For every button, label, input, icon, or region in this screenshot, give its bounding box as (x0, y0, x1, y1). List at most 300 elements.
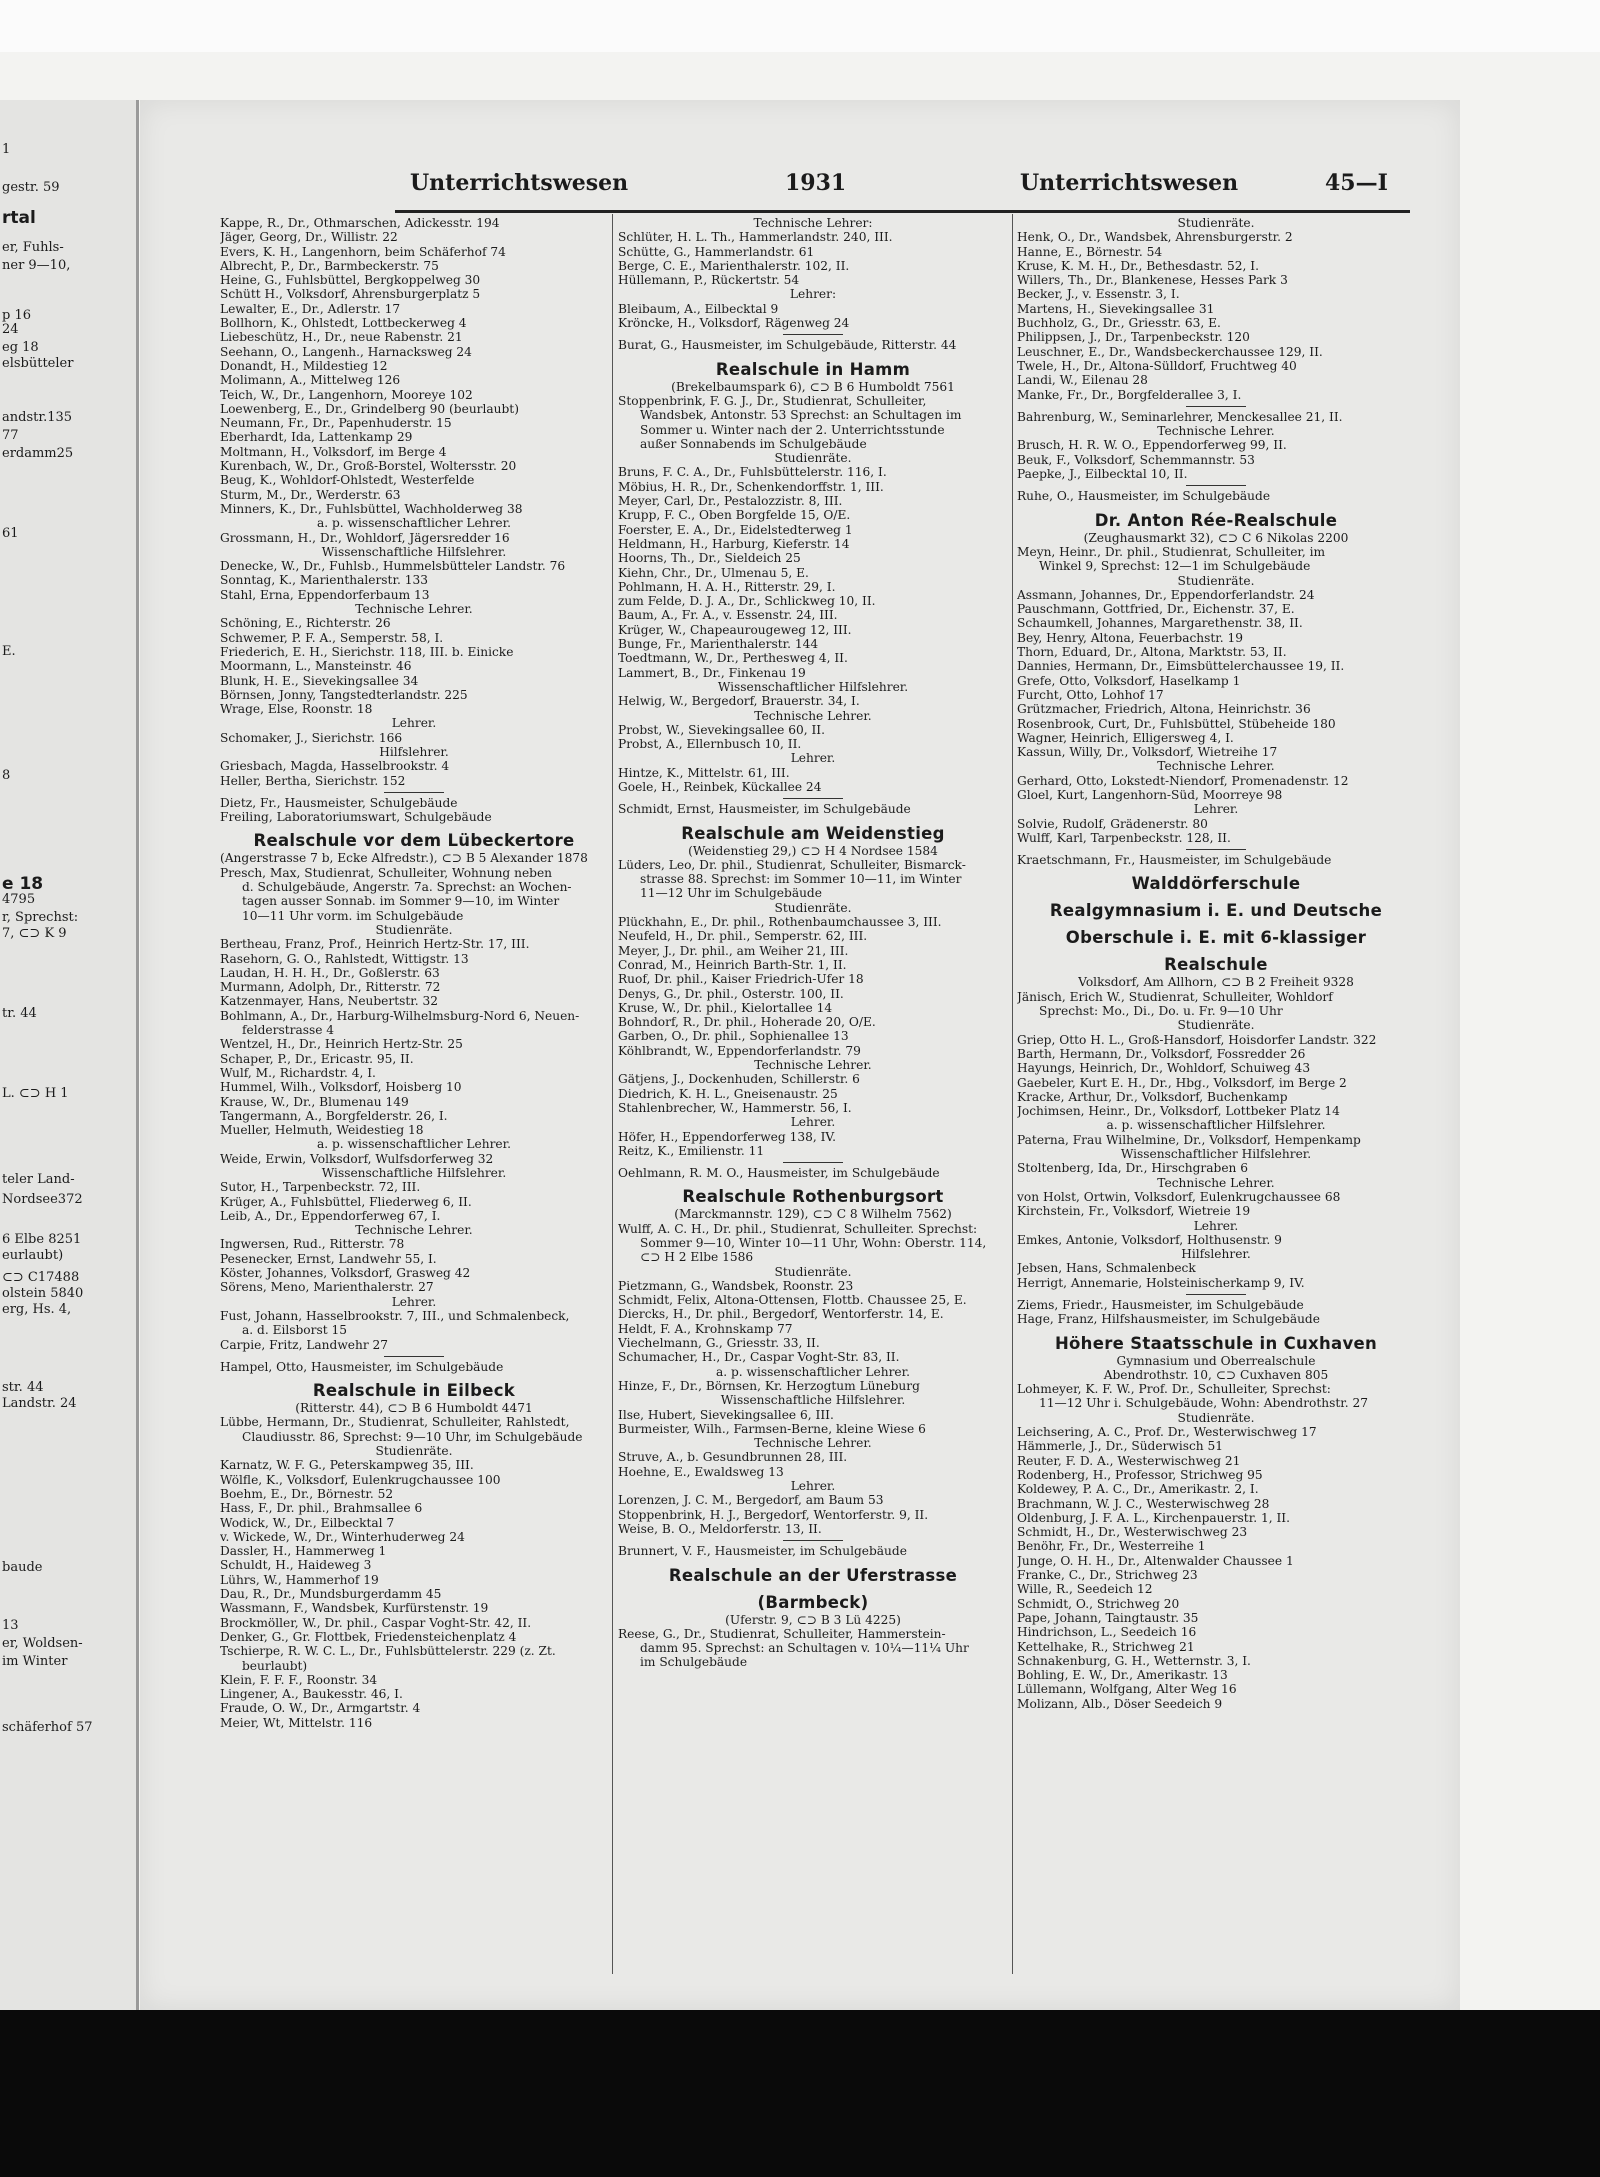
directory-entry: Tangermann, A., Borgfelderstr. 26, I. (220, 1108, 448, 1123)
section-label: a. p. wissenschaftlicher Lehrer. (316, 1137, 511, 1152)
entry-continuation: d. Schulgebäude, Angerstr. 7a. Sprechst: an Wochen- (242, 880, 572, 895)
directory-entry: Sutor, H., Tarpenbeckstr. 72, III. (220, 1180, 421, 1195)
adjacent-page-text: L. ⊂⊃ H 1 (2, 1086, 69, 1101)
section-label: (Weidenstieg 29,) ⊂⊃ H 4 Nordsee 1584 (688, 843, 938, 858)
directory-entry: Carpie, Fritz, Landwehr 27 (220, 1337, 389, 1352)
directory-entry: Bohndorf, R., Dr. phil., Hoherade 20, O/E. (618, 1015, 876, 1030)
directory-entry: Heller, Bertha, Sierichstr. 152 (220, 773, 406, 788)
adjacent-page-text: p 16 (2, 308, 31, 323)
directory-entry: Grossmann, H., Dr., Wohldorf, Jägersredder 16 (220, 530, 510, 545)
directory-entry: Benöhr, Fr., Dr., Westerreihe 1 (1017, 1539, 1206, 1554)
school-heading: Realschule in Eilbeck (312, 1381, 516, 1401)
directory-entry: Lingener, A., Baukesstr. 46, I. (220, 1687, 403, 1702)
entry-continuation: außer Sonnabends im Schulgebäude (640, 436, 867, 451)
directory-entry: Schaper, P., Dr., Ericastr. 95, II. (220, 1051, 414, 1066)
directory-entry: Dassler, H., Hammerweg 1 (220, 1544, 387, 1559)
directory-entry: Stoltenberg, Ida, Dr., Hirschgraben 6 (1017, 1161, 1249, 1176)
directory-entry: Hass, F., Dr. phil., Brahmsallee 6 (220, 1501, 423, 1516)
adjacent-page-text: andstr.135 (2, 410, 73, 425)
directory-entry: Boehm, E., Dr., Börnestr. 52 (220, 1486, 394, 1501)
section-label: Lehrer. (391, 716, 437, 731)
adjacent-page-text: er, Fuhls- (2, 240, 64, 255)
directory-entry: Molimann, A., Mittelweg 126 (220, 373, 401, 388)
directory-entry: Wille, R., Seedeich 12 (1017, 1582, 1153, 1597)
section-label: a. p. wissenschaftlicher Lehrer. (316, 516, 511, 531)
directory-entry: Jochimsen, Heinr., Dr., Volksdorf, Lottbeker Platz 14 (1017, 1104, 1340, 1119)
directory-entry: Pesenecker, Ernst, Landwehr 55, I. (220, 1251, 437, 1266)
adjacent-page-text: 4795 (2, 892, 36, 907)
directory-entry: Wulff, A. C. H., Dr. phil., Studienrat, Schulleiter. Sprechst: (618, 1221, 978, 1236)
directory-entry: Gätjens, J., Dockenhuden, Schillerstr. 6 (618, 1072, 860, 1087)
directory-entry: Hampel, Otto, Hausmeister, im Schulgebäude (220, 1359, 504, 1374)
directory-entry: Leuschner, E., Dr., Wandsbeckerchaussee 129, II. (1017, 344, 1323, 359)
directory-entry: Meier, Wt, Mittelstr. 116 (220, 1715, 373, 1730)
column-2 (618, 216, 1008, 1670)
directory-entry: zum Felde, D. J. A., Dr., Schlickweg 10, II. (618, 594, 876, 609)
directory-entry: Klein, F. F. F., Roonstr. 34 (220, 1672, 378, 1687)
directory-entry: Oldenburg, J. F. A. L., Kirchenpauerstr. 1, II. (1017, 1510, 1290, 1525)
directory-entry: Pauschmann, Gottfried, Dr., Eichenstr. 37, E. (1017, 602, 1295, 617)
section-label: Technische Lehrer. (1157, 1175, 1275, 1190)
directory-entry: Wulff, Karl, Tarpenbeckstr. 128, II. (1017, 830, 1231, 845)
directory-entry: Probst, W., Sievekingsallee 60, II. (618, 722, 825, 737)
directory-entry: Franke, C., Dr., Strichweg 23 (1017, 1568, 1198, 1583)
section-label: Abendrothstr. 10, ⊂⊃ Cuxhaven 805 (1103, 1367, 1329, 1382)
header-right-title: Unterrichtswesen (1020, 170, 1239, 196)
directory-entry: Bertheau, Franz, Prof., Heinrich Hertz-Str. 17, III. (220, 937, 530, 952)
directory-entry: Kurenbach, W., Dr., Groß-Borstel, Woltersstr. 20 (220, 459, 517, 474)
directory-entry: Junge, O. H. H., Dr., Altenwalder Chaussee 1 (1017, 1553, 1294, 1568)
directory-entry: Bunge, Fr., Marienthalerstr. 144 (618, 637, 819, 652)
adjacent-page-text: str. 44 (2, 1380, 44, 1395)
header-year: 1931 (785, 170, 847, 196)
directory-entry: Stoppenbrink, F. G. J., Dr., Studienrat, Schulleiter, (618, 393, 927, 408)
directory-entry: Thorn, Eduard, Dr., Altona, Marktstr. 53, II. (1017, 645, 1287, 660)
entry-continuation: Sprechst: Mo., Di., Do. u. Fr. 9—10 Uhr (1039, 1004, 1283, 1019)
section-label: Wissenschaftlicher Hilfslehrer. (717, 679, 909, 694)
directory-entry: Twele, H., Dr., Altona-Sülldorf, Fruchtweg 40 (1017, 358, 1297, 373)
header-rule (395, 210, 1410, 213)
section-separator (1186, 1294, 1246, 1295)
directory-entry: Helwig, W., Bergedorf, Brauerstr. 34, I. (618, 694, 860, 709)
directory-entry: Weide, Erwin, Volksdorf, Wulfsdorferweg 32 (220, 1151, 494, 1166)
directory-entry: Ziems, Friedr., Hausmeister, im Schulgebäude (1017, 1298, 1304, 1312)
directory-entry: Kröncke, H., Volksdorf, Rägenweg 24 (618, 316, 850, 331)
entry-continuation: strasse 88. Sprechst: im Sommer 10—11, im Winter (640, 872, 962, 887)
directory-entry: Wodick, W., Dr., Eilbecktal 7 (220, 1515, 395, 1530)
adjacent-page-text: schäferhof 57 (2, 1720, 93, 1735)
directory-entry: Lüders, Leo, Dr. phil., Studienrat, Schulleiter, Bismarck- (618, 857, 966, 872)
section-label: Lehrer. (391, 1294, 437, 1309)
directory-entry: Heldmann, H., Harburg, Kieferstr. 14 (618, 536, 850, 551)
directory-entry: Plückhahn, E., Dr. phil., Rothenbaumchaussee 3, III. (618, 915, 942, 930)
directory-entry: Krüger, A., Fuhlsbüttel, Fliederweg 6, II. (220, 1194, 472, 1209)
section-label: Hilfslehrer. (1181, 1247, 1251, 1262)
directory-entry: Freiling, Laboratoriumswart, Schulgebäude (220, 810, 492, 825)
directory-entry: Diercks, H., Dr. phil., Bergedorf, Wentorferstr. 14, E. (618, 1307, 944, 1322)
section-label: Lehrer. (790, 751, 836, 766)
directory-entry: Neufeld, H., Dr. phil., Semperstr. 62, III. (618, 929, 868, 944)
school-heading: Realschule am Weidenstieg (681, 823, 945, 843)
directory-entry: Schütte, G., Hammerlandstr. 61 (618, 244, 815, 259)
section-separator (1186, 406, 1246, 407)
directory-entry: Lammert, B., Dr., Finkenau 19 (618, 665, 806, 680)
directory-entry: Weise, B. O., Meldorferstr. 13, II. (618, 1521, 822, 1536)
directory-entry: Furcht, Otto, Lohhof 17 (1017, 687, 1164, 702)
directory-entry: Garben, O., Dr. phil., Sophienallee 13 (618, 1029, 849, 1044)
directory-entry: Brachmann, W. J. C., Westerwischweg 28 (1017, 1496, 1270, 1511)
directory-entry: Oehlmann, R. M. O., Hausmeister, im Schulgebäude (618, 1166, 940, 1181)
directory-entry: Liebeschütz, H., Dr., neue Rabenstr. 21 (220, 330, 463, 345)
directory-entry: Hindrichson, L., Seedeich 16 (1017, 1625, 1197, 1640)
section-label: Lehrer: (789, 287, 837, 302)
directory-entry: Krause, W., Dr., Blumenau 149 (220, 1094, 409, 1109)
directory-entry: Brusch, H. R. W. O., Eppendorferweg 99, II. (1017, 438, 1287, 453)
column-1 (220, 216, 608, 1730)
section-separator (783, 334, 843, 335)
directory-entry: Denker, G., Gr. Flottbek, Friedensteichenplatz 4 (220, 1629, 517, 1644)
directory-entry: Martens, H., Sievekingsallee 31 (1017, 301, 1215, 316)
directory-entry: Rosenbrook, Curt, Dr., Fuhlsbüttel, Stübeheide 180 (1017, 716, 1336, 731)
directory-entry: Murmann, Adolph, Dr., Ritterstr. 72 (220, 980, 441, 995)
section-separator (384, 1356, 444, 1357)
directory-entry: Schmidt, O., Strichweg 20 (1017, 1596, 1180, 1611)
entry-continuation: Wandsbek, Antonstr. 53 Sprechst: an Schultagen im (640, 408, 962, 423)
directory-entry: Viechelmann, G., Griesstr. 33, II. (618, 1336, 820, 1351)
directory-entry: Hämmerle, J., Dr., Süderwisch 51 (1017, 1439, 1224, 1454)
directory-entry: Brunnert, V. F., Hausmeister, im Schulgebäude (618, 1544, 907, 1559)
directory-entry: Denecke, W., Dr., Fuhlsb., Hummelsbütteler Landstr. 76 (220, 559, 566, 574)
directory-entry: Probst, A., Ellernbusch 10, II. (618, 737, 802, 752)
section-label: Wissenschaftliche Hilfslehrer. (321, 544, 507, 559)
directory-entry: Pohlmann, H. A. H., Ritterstr. 29, I. (618, 579, 836, 594)
directory-entry: Berge, C. E., Marienthalerstr. 102, II. (618, 258, 850, 273)
directory-entry: Koldewey, P. A. C., Dr., Amerikastr. 2, I. (1017, 1482, 1259, 1497)
adjacent-page-fragment (0, 100, 139, 2010)
school-heading: Höhere Staatsschule in Cuxhaven (1054, 1333, 1378, 1353)
entry-continuation: 11—12 Uhr i. Schulgebäude, Wohn: Abendrothstr. 27 (1039, 1396, 1368, 1411)
section-label: Technische Lehrer. (754, 1436, 872, 1451)
directory-entry: Lohmeyer, K. F. W., Prof. Dr., Schulleiter, Sprechst: (1017, 1382, 1331, 1397)
directory-entry: von Holst, Ortwin, Volksdorf, Eulenkrugchaussee 68 (1017, 1189, 1341, 1204)
section-label: Technische Lehrer. (754, 1058, 872, 1073)
directory-entry: Kirchstein, Fr., Volksdorf, Wietreie 19 (1017, 1204, 1251, 1219)
directory-entry: Toedtmann, W., Dr., Perthesweg 4, II. (618, 651, 848, 666)
page-header (395, 170, 1410, 210)
directory-entry: Hage, Franz, Hilfshausmeister, im Schulgebäude (1017, 1312, 1320, 1327)
adjacent-page-text: Landstr. 24 (2, 1396, 77, 1411)
section-label: Technische Lehrer. (1157, 759, 1275, 774)
directory-entry: Minners, K., Dr., Fuhlsbüttel, Wachholderweg 38 (220, 501, 523, 516)
directory-entry: Ingwersen, Rud., Ritterstr. 78 (220, 1237, 405, 1252)
adjacent-page-text: 13 (2, 1618, 19, 1633)
directory-entry: Jänisch, Erich W., Studienrat, Schulleiter, Wohldorf (1017, 989, 1333, 1004)
directory-entry: Höfer, H., Eppendorferweg 138, IV. (618, 1129, 836, 1144)
directory-entry: Dau, R., Dr., Mundsburgerdamm 45 (220, 1587, 442, 1602)
directory-entry: Fraude, O. W., Dr., Armgartstr. 4 (220, 1701, 421, 1716)
adjacent-page-text: gestr. 59 (2, 180, 60, 195)
directory-entry: Eberhardt, Ida, Lattenkamp 29 (220, 430, 413, 445)
adjacent-page-text: rtal (2, 208, 36, 228)
header-left-title: Unterrichtswesen (410, 170, 629, 196)
section-label: a. p. wissenschaftlicher Hilfslehrer. (1106, 1118, 1326, 1133)
directory-entry: Loewenberg, E., Dr., Grindelberg 90 (beurlaubt) (220, 401, 519, 416)
directory-entry: Krupp, F. C., Oben Borgfelde 15, O/E. (618, 508, 851, 523)
section-label: Lehrer. (1193, 802, 1239, 817)
adjacent-page-text: 8 (2, 768, 11, 783)
directory-entry: Hanne, E., Börnestr. 54 (1017, 244, 1163, 259)
directory-entry: Wulf, M., Richardstr. 4, I. (220, 1065, 376, 1080)
directory-entry: Burmeister, Wilh., Farmsen-Berne, kleine Wiese 6 (618, 1421, 926, 1436)
directory-entry: Hummel, Wilh., Volksdorf, Hoisberg 10 (220, 1080, 462, 1095)
directory-entry: Assmann, Johannes, Dr., Eppendorferlandstr. 24 (1017, 587, 1315, 602)
directory-entry: Stoppenbrink, H. J., Bergedorf, Wentorferstr. 9, II. (618, 1507, 929, 1522)
directory-entry: Sörens, Meno, Marienthalerstr. 27 (220, 1280, 434, 1295)
adjacent-page-text: baude (2, 1560, 43, 1575)
directory-entry: Gaebeler, Kurt E. H., Dr., Hbg., Volksdorf, im Berge 2 (1017, 1075, 1347, 1090)
directory-entry: Philippsen, J., Dr., Tarpenbeckstr. 120 (1017, 330, 1250, 345)
directory-entry: Brockmöller, W., Dr. phil., Caspar Voght-Str. 42, II. (220, 1615, 532, 1630)
directory-entry: Struve, A., b. Gesundbrunnen 28, III. (618, 1450, 848, 1465)
directory-entry: Hintze, K., Mittelstr. 61, III. (618, 765, 790, 780)
section-label: (Ritterstr. 44), ⊂⊃ B 6 Humboldt 4471 (295, 1401, 533, 1416)
entry-continuation: beurlaubt) (242, 1658, 308, 1673)
directory-entry: Schomaker, J., Sierichstr. 166 (220, 730, 403, 745)
directory-entry: Griep, Otto H. L., Groß-Hansdorf, Hoisdorfer Landstr. 322 (1017, 1032, 1377, 1047)
directory-entry: Schmidt, Ernst, Hausmeister, im Schulgebäude (618, 802, 911, 817)
section-separator (783, 1162, 843, 1163)
section-label: Studienräte. (1177, 1410, 1255, 1425)
directory-entry: Teich, W., Dr., Langenhorn, Mooreye 102 (220, 387, 473, 402)
directory-entry: Bollhorn, K., Ohlstedt, Lottbeckerweg 4 (220, 316, 467, 331)
directory-entry: Bey, Henry, Altona, Feuerbachstr. 19 (1017, 630, 1244, 645)
directory-entry: Wentzel, H., Dr., Heinrich Hertz-Str. 25 (220, 1037, 463, 1052)
section-label: Volksdorf, Am Allhorn, ⊂⊃ B 2 Freiheit 9328 (1078, 975, 1354, 990)
section-label: Studienräte. (774, 900, 852, 915)
section-label: Technische Lehrer: (753, 216, 873, 230)
directory-entry: Jäger, Georg, Dr., Willistr. 22 (220, 230, 398, 245)
adjacent-page-text: eurlaubt) (2, 1248, 64, 1263)
entry-continuation: Sommer 9—10, Winter 10—11 Uhr, Wohn: Oberstr. 114, (640, 1236, 987, 1250)
directory-entry: Laudan, H. H. H., Dr., Goßlerstr. 63 (220, 965, 440, 980)
directory-entry: Grützmacher, Friedrich, Altona, Heinrichstr. 36 (1017, 702, 1311, 717)
section-label: Lehrer. (1193, 1218, 1239, 1233)
directory-entry: Gerhard, Otto, Lokstedt-Niendorf, Promenadenstr. 12 (1017, 773, 1349, 788)
scan-background-bottom (0, 2010, 1600, 2177)
directory-entry: Pape, Johann, Taingtaustr. 35 (1017, 1610, 1199, 1625)
directory-entry: v. Wickede, W., Dr., Winterhuderweg 24 (220, 1529, 465, 1544)
entry-continuation: im Schulgebäude (640, 1655, 748, 1670)
directory-entry: Möbius, H. R., Dr., Schenkendorffstr. 1, III. (618, 479, 884, 494)
section-label: (Marckmannstr. 129), ⊂⊃ C 8 Wilhelm 7562) (674, 1207, 952, 1222)
adjacent-page-text: 24 (2, 322, 19, 337)
directory-entry: Bahrenburg, W., Seminarlehrer, Menckesallee 21, II. (1017, 409, 1343, 424)
section-label: Studienräte. (375, 922, 453, 937)
directory-entry: Barth, Hermann, Dr., Volksdorf, Fossredder 26 (1017, 1046, 1306, 1061)
directory-entry: Lewalter, E., Dr., Adlerstr. 17 (220, 301, 401, 316)
directory-entry: Meyer, Carl, Dr., Pestalozzistr. 8, III. (618, 494, 843, 509)
directory-entry: Pietzmann, G., Wandsbek, Roonstr. 23 (618, 1278, 854, 1293)
directory-entry: Wagner, Heinrich, Elligersweg 4, I. (1017, 730, 1234, 745)
directory-entry: Kappe, R., Dr., Othmarschen, Adickesstr. 194 (220, 216, 500, 230)
directory-entry: Schöning, E., Richterstr. 26 (220, 616, 391, 631)
directory-entry: Bohling, E. W., Dr., Amerikastr. 13 (1017, 1668, 1228, 1683)
directory-entry: Stahlenbrecher, W., Hammerstr. 56, I. (618, 1100, 852, 1115)
directory-entry: Herrigt, Annemarie, Holsteinischerkamp 9, IV. (1017, 1275, 1305, 1290)
section-label: Lehrer. (790, 1115, 836, 1130)
entry-continuation: ⊂⊃ H 2 Elbe 1586 (640, 1250, 754, 1265)
directory-entry: Rodenberg, H., Professor, Strichweg 95 (1017, 1467, 1263, 1482)
adjacent-page-text: im Winter (2, 1654, 68, 1669)
school-heading: (Barmbeck) (757, 1592, 869, 1612)
directory-entry: Denys, G., Dr. phil., Osterstr. 100, II. (618, 986, 844, 1001)
directory-entry: Beug, K., Wohldorf-Ohlstedt, Westerfelde (220, 473, 475, 488)
directory-entry: Sturm, M., Dr., Werderstr. 63 (220, 487, 401, 502)
section-separator (1186, 849, 1246, 850)
directory-entry: Schmidt, H., Dr., Westerwischweg 23 (1017, 1525, 1248, 1540)
directory-entry: Griesbach, Magda, Hasselbrookstr. 4 (220, 759, 450, 774)
section-label: Gymnasium und Oberrealschule (1116, 1353, 1316, 1368)
entry-continuation: damm 95. Sprechst: an Schultagen v. 10¼—11¼ Uhr (640, 1641, 969, 1656)
directory-entry: Lüllemann, Wolfgang, Alter Weg 16 (1017, 1682, 1237, 1697)
entry-continuation: tagen ausser Sonnab. im Sommer 9—10, im Winter (242, 894, 560, 909)
adjacent-page-text: E. (2, 644, 16, 659)
directory-entry: Schaumkell, Johannes, Margarethenstr. 38, II. (1017, 616, 1303, 631)
school-heading: Realschule vor dem Lübeckertore (253, 831, 575, 851)
directory-entry: Schuldt, H., Haideweg 3 (220, 1558, 372, 1573)
directory-entry: Ruof, Dr. phil., Kaiser Friedrich-Ufer 18 (618, 972, 864, 987)
directory-entry: Wrage, Else, Roonstr. 18 (220, 702, 373, 717)
adjacent-page-text: teler Land- (2, 1172, 75, 1187)
directory-entry: Hoehne, E., Ewaldsweg 13 (618, 1464, 784, 1479)
section-label: (Uferstr. 9, ⊂⊃ B 3 Lü 4225) (725, 1612, 901, 1627)
directory-entry: Hayungs, Heinrich, Dr., Wohldorf, Schuiweg 43 (1017, 1061, 1311, 1076)
entry-continuation: Sommer u. Winter nach der 2. Unterrichtsstunde (640, 422, 945, 437)
adjacent-page-text: eg 18 (2, 340, 39, 355)
section-label: Studienräte. (1177, 573, 1255, 588)
directory-entry: Evers, K. H., Langenhorn, beim Schäferhof 74 (220, 244, 506, 259)
section-separator (1186, 485, 1246, 486)
directory-entry: Bohlmann, A., Dr., Harburg-Wilhelmsburg-Nord 6, Neuen- (220, 1008, 580, 1023)
directory-entry: Emkes, Antonie, Volksdorf, Holthusenstr. 9 (1017, 1232, 1282, 1247)
directory-entry: Ilse, Hubert, Sievekingsallee 6, III. (618, 1407, 834, 1422)
directory-entry: Diedrich, K. H. L., Gneisenaustr. 25 (618, 1086, 838, 1101)
adjacent-page-text: erg, Hs. 4, (2, 1302, 72, 1317)
school-heading: Realschule Rothenburgsort (682, 1187, 944, 1207)
directory-entry: Kruse, W., Dr. phil., Kielortallee 14 (618, 1000, 833, 1015)
section-label: Hilfslehrer. (379, 744, 449, 759)
adjacent-page-text: 77 (2, 428, 19, 443)
directory-entry: Buchholz, G., Dr., Griesstr. 63, E. (1017, 316, 1221, 331)
adjacent-page-text: olstein 5840 (2, 1286, 84, 1301)
adjacent-page-text: 1 (2, 142, 11, 157)
adjacent-page-text: ⊂⊃ C17488 (2, 1270, 80, 1285)
entry-continuation: Winkel 9, Sprechst: 12—1 im Schulgebäude (1039, 559, 1311, 574)
directory-entry: Foerster, E. A., Dr., Eidelstedterweg 1 (618, 522, 853, 537)
directory-entry: Blunk, H. E., Sievekingsallee 34 (220, 673, 419, 688)
column-3 (1017, 216, 1415, 1711)
directory-entry: Leib, A., Dr., Eppendorferweg 67, I. (220, 1208, 441, 1223)
adjacent-page-text: elsbütteler (2, 356, 74, 371)
directory-entry: Solvie, Rudolf, Grädenerstr. 80 (1017, 816, 1208, 831)
school-heading: Dr. Anton Rée-Realschule (1094, 510, 1338, 530)
directory-entry: Hinze, F., Dr., Börnsen, Kr. Herzogtum Lüneburg (618, 1378, 920, 1393)
adjacent-page-text: e 18 (2, 874, 44, 894)
directory-entry: Kettelhake, R., Strichweg 21 (1017, 1639, 1195, 1654)
directory-entry: Mueller, Helmuth, Weidestieg 18 (220, 1123, 424, 1138)
section-label: Technische Lehrer. (1157, 424, 1275, 439)
entry-continuation: felderstrasse 4 (242, 1023, 335, 1038)
directory-entry: Heldt, F. A., Krohnskamp 77 (618, 1321, 793, 1336)
directory-entry: Jebsen, Hans, Schmalenbeck (1017, 1261, 1196, 1276)
directory-entry: Gloel, Kurt, Langenhorn-Süd, Moorreye 98 (1017, 787, 1283, 802)
directory-entry: Katzenmayer, Hans, Neubertstr. 32 (220, 994, 439, 1009)
directory-entry: Becker, J., v. Essenstr. 3, I. (1017, 287, 1180, 302)
adjacent-page-text: 6 Elbe 8251 (2, 1232, 82, 1247)
page-number: 45—I (1325, 170, 1388, 196)
directory-entry: Kruse, K. M. H., Dr., Bethesdastr. 52, I. (1017, 258, 1259, 273)
directory-entry: Fust, Johann, Hasselbrookstr. 7, III., und Schmalenbeck, (220, 1308, 570, 1323)
adjacent-page-text: r, Sprechst: (2, 910, 79, 925)
directory-entry: Reese, G., Dr., Studienrat, Schulleiter, Hammerstein- (618, 1626, 946, 1641)
directory-entry: Rasehorn, G. O., Rahlstedt, Wittigstr. 13 (220, 951, 469, 966)
section-label: (Brekelbaumspark 6), ⊂⊃ B 6 Humboldt 7561 (671, 379, 955, 394)
directory-entry: Albrecht, P., Dr., Barmbeckerstr. 75 (220, 258, 439, 273)
directory-entry: Hüllemann, P., Rückertstr. 54 (618, 273, 800, 288)
directory-entry: Schlüter, H. L. Th., Hammerlandstr. 240, III. (618, 230, 893, 245)
directory-entry: Molizann, Alb., Döser Seedeich 9 (1017, 1696, 1223, 1711)
section-label: Lehrer. (790, 1479, 836, 1494)
directory-entry: Neumann, Fr., Dr., Papenhuderstr. 15 (220, 416, 452, 431)
section-label: Studienräte. (1177, 216, 1255, 230)
section-label: (Zeughausmarkt 32), ⊂⊃ C 6 Nikolas 2200 (1083, 530, 1349, 545)
directory-entry: Leichsering, A. C., Prof. Dr., Westerwischweg 17 (1017, 1425, 1317, 1440)
section-label: Studienräte. (1177, 1018, 1255, 1033)
directory-entry: Köster, Johannes, Volksdorf, Grasweg 42 (220, 1266, 471, 1281)
school-heading: Realgymnasium i. E. und Deutsche (1049, 901, 1383, 921)
directory-entry: Sonntag, K., Marienthalerstr. 133 (220, 573, 428, 588)
directory-entry: Conrad, M., Heinrich Barth-Str. 1, II. (618, 957, 847, 972)
section-label: Studienräte. (774, 1264, 852, 1279)
directory-entry: Goele, H., Reinbek, Kückallee 24 (618, 779, 822, 794)
adjacent-page-text: Nordsee372 (2, 1192, 83, 1207)
column-divider-2 (1012, 214, 1013, 1974)
directory-entry: Manke, Fr., Dr., Borgfelderallee 3, I. (1017, 387, 1242, 402)
section-label: Technische Lehrer. (355, 602, 473, 617)
scan-background-top (0, 0, 1600, 52)
directory-entry: Krüger, W., Chapeaurougeweg 12, III. (618, 622, 852, 637)
directory-entry: Moormann, L., Mansteinstr. 46 (220, 659, 412, 674)
directory-entry: Meyer, J., Dr. phil., am Weiher 21, III. (618, 943, 849, 958)
adjacent-page-text: tr. 44 (2, 1006, 37, 1021)
directory-entry: Grefe, Otto, Volksdorf, Haselkamp 1 (1017, 673, 1241, 688)
section-label: Studienräte. (375, 1444, 453, 1459)
section-label: a. p. wissenschaftlicher Lehrer. (715, 1364, 910, 1379)
entry-continuation: Claudiusstr. 86, Sprechst: 9—10 Uhr, im Schulgebäude (242, 1429, 583, 1444)
directory-entry: Friederich, E. H., Sierichstr. 118, III. b. Einicke (220, 644, 514, 659)
section-label: Wissenschaftlicher Hilfslehrer. (1120, 1147, 1312, 1162)
directory-entry: Moltmann, H., Volksdorf, im Berge 4 (220, 444, 447, 459)
directory-entry: Bruns, F. C. A., Dr., Fuhlsbüttelerstr. 116, I. (618, 465, 887, 480)
directory-entry: Willers, Th., Dr., Blankenese, Hesses Park 3 (1017, 273, 1288, 288)
directory-entry: Presch, Max, Studienrat, Schulleiter, Wohnung neben (220, 865, 553, 880)
section-label: Wissenschaftliche Hilfslehrer. (321, 1166, 507, 1180)
directory-entry: Schmidt, Felix, Altona-Ottensen, Flottb. Chaussee 25, E. (618, 1293, 967, 1308)
directory-entry: Beuk, F., Volksdorf, Schemmannstr. 53 (1017, 452, 1255, 467)
directory-entry: Hoorns, Th., Dr., Sieldeich 25 (618, 551, 801, 566)
directory-entry: Bleibaum, A., Eilbecktal 9 (618, 301, 779, 316)
directory-entry: (Angerstrasse 7 b, Ecke Alfredstr.), ⊂⊃ B 5 Alexander 1878 (220, 851, 588, 866)
